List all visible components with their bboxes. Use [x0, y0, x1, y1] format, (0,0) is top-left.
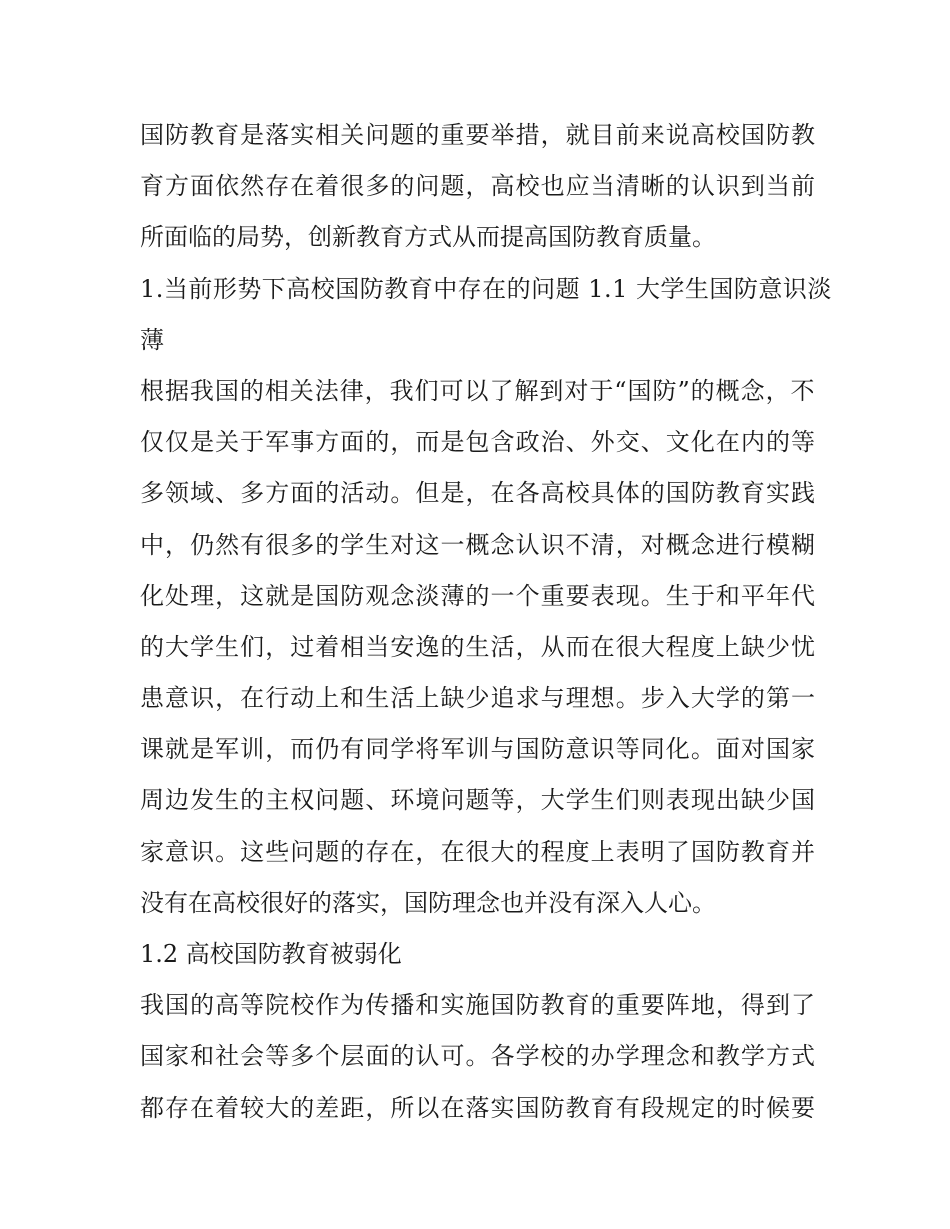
- document-body: [140, 110, 832, 1134]
- text-line-1-2-a: 我国的高等院校作为传播和实施国防教育的重要阵地，得到了: [140, 991, 817, 1020]
- text-line-intro-1: 国防教育是落实相关问题的重要举措，就目前来说高校国防教: [140, 121, 817, 149]
- text-line-1-1-k: 没有在高校很好的落实，国防理念也并没有深入人心。: [140, 888, 716, 917]
- text-line-1-1-h: 课就是军训，而仍有同学将军训与国防意识等同化。面对国家: [140, 735, 817, 764]
- section-heading-1-line-1: 1.当前形势下高校国防教育中存在的问题 1.1 大学生国防意识淡: [140, 274, 832, 303]
- text-line-1-1-d: 中，仍然有很多的学生对这一概念认识不清，对概念进行模糊: [140, 530, 817, 559]
- text-line-1-1-f: 的大学生们，过着相当安逸的生活，从而在很大程度上缺少忧: [140, 632, 817, 661]
- text-line-1-1-b: 仅仅是关于军事方面的，而是包含政治、外交、文化在内的等: [140, 428, 817, 457]
- section-heading-1-2: 1.2 高校国防教育被弱化: [140, 940, 402, 968]
- text-line-1-1-i: 周边发生的主权问题、环境问题等，大学生们则表现出缺少国: [140, 786, 817, 815]
- text-line-1-1-c: 多领域、多方面的活动。但是，在各高校具体的国防教育实践: [140, 479, 817, 508]
- text-line-1-1-j: 家意识。这些问题的存在，在很大的程度上表明了国防教育并: [140, 837, 817, 866]
- text-line-1-1-g: 患意识，在行动上和生活上缺少追求与理想。步入大学的第一: [140, 684, 817, 713]
- section-heading-1-line-2: 薄: [140, 325, 164, 354]
- text-line-intro-3: 所面临的局势，创新教育方式从而提高国防教育质量。: [140, 223, 716, 252]
- text-line-1-2-c: 都存在着较大的差距，所以在落实国防教育有段规定的时候要: [140, 1093, 817, 1122]
- text-line-intro-2: 育方面依然存在着很多的问题，高校也应当清晰的认识到当前: [140, 172, 817, 201]
- text-line-1-1-e: 化处理，这就是国防观念淡薄的一个重要表现。生于和平年代: [140, 581, 817, 610]
- text-line-1-1-a: 根据我国的相关法律，我们可以了解到对于“国防”的概念，不: [140, 376, 816, 405]
- text-line-1-2-b: 国家和社会等多个层面的认可。各学校的办学理念和教学方式: [140, 1042, 817, 1071]
